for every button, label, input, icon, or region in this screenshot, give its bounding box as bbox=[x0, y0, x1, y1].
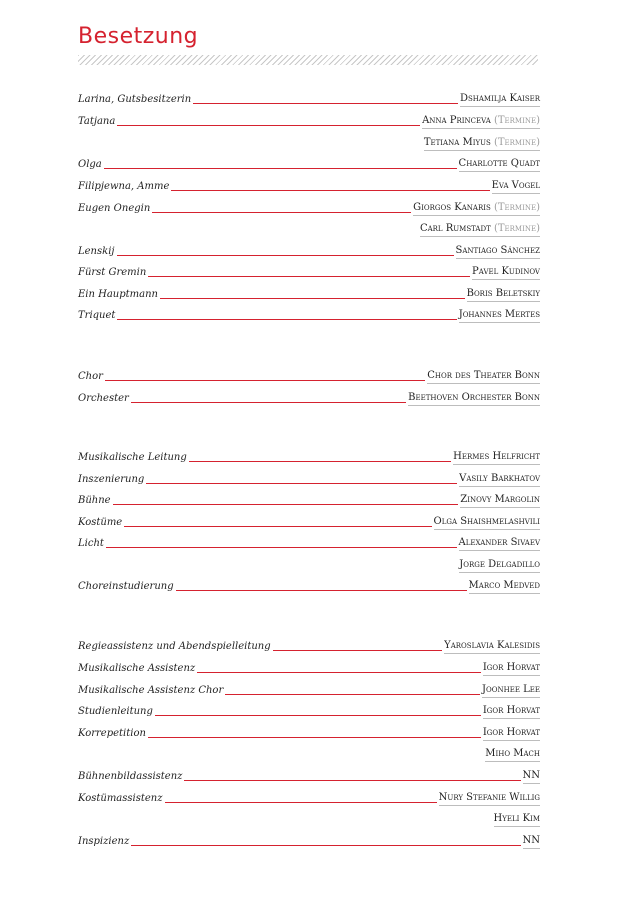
performer-name bbox=[482, 683, 540, 698]
leader-line bbox=[197, 672, 481, 673]
role-label: Inspizienz bbox=[78, 836, 130, 847]
performer-name-text: Tetiana Miyus bbox=[423, 137, 491, 148]
performer-name bbox=[472, 265, 540, 280]
cast-row bbox=[78, 467, 540, 487]
performer-name-text: Pavel Kudinov bbox=[472, 266, 540, 277]
leader-line bbox=[117, 125, 420, 126]
performer-name bbox=[523, 769, 541, 784]
cast-row bbox=[78, 829, 540, 849]
cast-row bbox=[78, 445, 540, 465]
performer-name bbox=[483, 661, 540, 676]
cast-row bbox=[78, 386, 540, 406]
performer-name bbox=[459, 472, 540, 487]
role-label: Kostümassistenz bbox=[78, 793, 163, 804]
role-label: Musikalische Leitung bbox=[78, 452, 187, 463]
performer-name-text: Charlotte Quadt bbox=[458, 158, 540, 169]
performer-name bbox=[427, 369, 540, 384]
leader-line bbox=[124, 526, 431, 527]
cast-row bbox=[78, 87, 540, 107]
termine-note[interactable]: (Termine) bbox=[493, 137, 540, 148]
cast-row bbox=[78, 786, 540, 806]
leader-line bbox=[131, 845, 520, 846]
performer-name bbox=[422, 114, 540, 129]
performer-name-text: Igor Horvat bbox=[482, 705, 540, 716]
role-label: Inszenierung bbox=[78, 474, 145, 485]
performer-name-text: Beethoven Orchester Bonn bbox=[408, 392, 540, 403]
cast-row bbox=[78, 656, 540, 676]
role-label: Larina, Gutsbesitzerin bbox=[78, 94, 192, 105]
role-label: Musikalische Assistenz bbox=[78, 663, 196, 674]
performer-name-text: Hyeli Kim bbox=[493, 813, 540, 824]
role-label: Eugen Onegin bbox=[78, 203, 151, 214]
termine-note[interactable]: (Termine) bbox=[493, 115, 540, 126]
performer-name bbox=[467, 287, 540, 302]
cast-row bbox=[78, 574, 540, 594]
role-label: Olga bbox=[78, 159, 102, 170]
cast-row bbox=[78, 531, 540, 551]
performer-name bbox=[439, 791, 540, 806]
performer-name bbox=[523, 834, 541, 849]
role-label: Kostüme bbox=[78, 517, 123, 528]
performer-name bbox=[460, 493, 540, 508]
leader-line bbox=[117, 319, 456, 320]
role-label: Filipjewna, Amme bbox=[78, 181, 170, 192]
performer-name bbox=[408, 391, 540, 406]
performer-name bbox=[459, 536, 540, 551]
leader-line bbox=[193, 103, 458, 104]
cast-row bbox=[78, 174, 540, 194]
performer-name-text: Dshamilja Kaiser bbox=[459, 93, 540, 104]
performer-name bbox=[494, 812, 540, 827]
role-label: Tatjana bbox=[78, 116, 116, 127]
performer-name-text: Vasily Barkhatov bbox=[459, 473, 540, 484]
cast-row bbox=[78, 131, 540, 151]
performer-name-text: NN bbox=[522, 835, 540, 846]
performer-name-text: Zinovy Margolin bbox=[460, 494, 540, 505]
role-label: Lenskij bbox=[78, 246, 115, 257]
performer-name-text: Boris Beletskiy bbox=[466, 288, 540, 299]
performer-name-text: Chor des Theater Bonn bbox=[427, 370, 540, 381]
leader-line bbox=[176, 590, 467, 591]
performer-name-text: Anna Princeva bbox=[422, 115, 491, 126]
performer-name-text: Marco Medved bbox=[468, 580, 540, 591]
performer-name-text: NN bbox=[522, 770, 540, 781]
cast-row bbox=[78, 152, 540, 172]
performer-name bbox=[492, 179, 540, 194]
cast-row bbox=[78, 699, 540, 719]
cast-row bbox=[78, 239, 540, 259]
leader-line bbox=[152, 212, 411, 213]
performer-name-text: Joonhee Lee bbox=[482, 684, 540, 695]
role-label: Fürst Gremin bbox=[78, 267, 147, 278]
cast-row bbox=[78, 553, 540, 573]
performer-name bbox=[483, 704, 540, 719]
performer-name-text: Santiago Sánchez bbox=[455, 245, 540, 256]
hatched-divider bbox=[78, 55, 538, 65]
cast-row bbox=[78, 196, 540, 216]
performer-name-text: Miho Mach bbox=[485, 748, 540, 759]
cast-row bbox=[78, 109, 540, 129]
leader-line bbox=[189, 461, 451, 462]
leader-line bbox=[225, 694, 480, 695]
role-label: Musikalische Assistenz Chor bbox=[78, 685, 224, 696]
role-label: Triquet bbox=[78, 310, 116, 321]
termine-note[interactable]: (Termine) bbox=[493, 223, 540, 234]
cast-row bbox=[78, 510, 540, 530]
role-label: Chor bbox=[78, 371, 103, 382]
leader-line bbox=[104, 168, 457, 169]
performer-name-text: Igor Horvat bbox=[482, 727, 540, 738]
cast-row bbox=[78, 488, 540, 508]
role-label: Choreinstudierung bbox=[78, 581, 174, 592]
performer-name-text: Johannes Mertes bbox=[458, 309, 540, 320]
role-label: Regieassistenz und Abendspielleitung bbox=[78, 641, 271, 652]
performer-name-text: Igor Horvat bbox=[482, 662, 540, 673]
performer-name-text: Carl Rumstadt bbox=[419, 223, 491, 234]
cast-row bbox=[78, 217, 540, 237]
cast-row bbox=[78, 764, 540, 784]
role-label: Licht bbox=[78, 538, 104, 549]
termine-note[interactable]: (Termine) bbox=[493, 202, 540, 213]
performer-name bbox=[453, 450, 540, 465]
leader-line bbox=[117, 255, 454, 256]
leader-line bbox=[146, 483, 457, 484]
cast-row bbox=[78, 303, 540, 323]
performer-name bbox=[459, 157, 540, 172]
role-label: Ein Hauptmann bbox=[78, 289, 158, 300]
performer-name-text: Giorgos Kanaris bbox=[413, 202, 491, 213]
cast-row bbox=[78, 807, 540, 827]
performer-name bbox=[459, 308, 540, 323]
role-label: Bühne bbox=[78, 495, 111, 506]
performer-name bbox=[434, 515, 540, 530]
performer-name bbox=[483, 726, 540, 741]
cast-row bbox=[78, 260, 540, 280]
performer-name bbox=[460, 92, 540, 107]
leader-line bbox=[113, 504, 459, 505]
role-label: Studienleitung bbox=[78, 706, 153, 717]
cast-row bbox=[78, 721, 540, 741]
cast-row bbox=[78, 742, 540, 762]
leader-line bbox=[106, 547, 457, 548]
performer-name-text: Eva Vogel bbox=[491, 180, 540, 191]
leader-line bbox=[273, 650, 442, 651]
performer-name-text: Alexander Sivaev bbox=[458, 537, 540, 548]
performer-name bbox=[413, 201, 540, 216]
performer-name bbox=[456, 244, 541, 259]
role-label: Korrepetition bbox=[78, 728, 146, 739]
page-title: Besetzung bbox=[78, 24, 199, 49]
performer-name-text: Olga Shaishmelashvili bbox=[433, 516, 540, 527]
cast-row bbox=[78, 678, 540, 698]
performer-name bbox=[420, 222, 540, 237]
leader-line bbox=[160, 298, 465, 299]
leader-line bbox=[148, 276, 470, 277]
leader-line bbox=[155, 715, 481, 716]
cast-row bbox=[78, 282, 540, 302]
cast-row bbox=[78, 364, 540, 384]
role-label: Bühnenbildassistenz bbox=[78, 771, 183, 782]
leader-line bbox=[165, 802, 437, 803]
performer-name bbox=[459, 558, 540, 573]
leader-line bbox=[131, 402, 406, 403]
performer-name-text: Jorge Delgadillo bbox=[459, 559, 540, 570]
cast-row bbox=[78, 634, 540, 654]
performer-name bbox=[424, 136, 540, 151]
leader-line bbox=[171, 190, 489, 191]
leader-line bbox=[105, 380, 425, 381]
leader-line bbox=[184, 780, 520, 781]
performer-name bbox=[444, 639, 540, 654]
performer-name bbox=[469, 579, 540, 594]
leader-line bbox=[148, 737, 481, 738]
performer-name bbox=[485, 747, 540, 762]
performer-name-text: Yaroslavia Kalesidis bbox=[444, 640, 540, 651]
performer-name-text: Nury Stefanie Willig bbox=[438, 792, 540, 803]
performer-name-text: Hermes Helfricht bbox=[453, 451, 540, 462]
role-label: Orchester bbox=[78, 393, 129, 404]
